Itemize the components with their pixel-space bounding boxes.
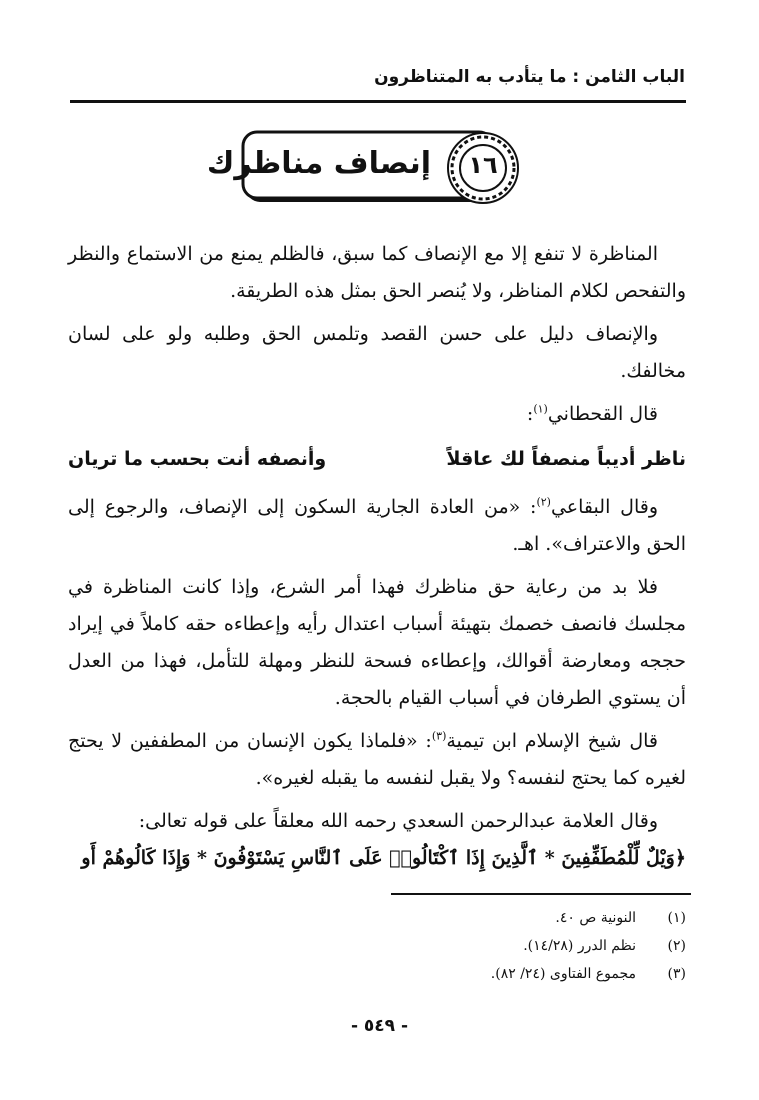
quote-3 — [68, 723, 686, 797]
quote-3-speaker: قال شيخ الإسلام ابن تيمية — [446, 730, 659, 752]
quote-1-colon: : — [526, 403, 534, 425]
quote-2 — [68, 489, 686, 563]
quote-1-intro — [68, 396, 686, 433]
chapter-number: ١٦ — [468, 151, 498, 179]
footnote-1 — [68, 904, 686, 932]
quote-4 — [68, 803, 686, 840]
paragraph-1: المناظرة لا تنفع إلا مع الإنصاف كما سبق، فالظلم يمنع من الاستماع والنظر والتفحص لكلام المناظر، ولا يُنصر الحق بمثل هذه الطريقة. — [68, 243, 686, 302]
footnote-text: مجموع الفتاوى (٢٤/ ٨٢). — [490, 966, 636, 982]
chapter-title-box — [206, 128, 521, 206]
footnote-3 — [68, 960, 686, 988]
poem-verse — [68, 439, 686, 479]
running-header — [70, 62, 685, 92]
quran-verse: ﴿وَيْلٌ لِّلْمُطَفِّفِينَ * ٱلَّذِينَ إِذَا ٱكْتَالُوا۟ عَلَى ٱلنَّاسِ يَسْتَوْفُونَ * وَإِذَا كَالُوهُمْ أَو — [81, 847, 686, 869]
footnote-text: نظم الدرر (١٤/٢٨). — [523, 938, 636, 954]
footnote-ref-1: (١) — [533, 402, 548, 416]
quote-2-speaker: وقال البقاعي — [550, 496, 658, 518]
footnote-number: (٢) — [667, 938, 686, 954]
footnote-number: (١) — [667, 910, 686, 926]
page-number: - ٥٤٩ - — [350, 1016, 409, 1036]
verse-hemistich-left: وأنصفه أنت بحسب ما تريان — [68, 448, 327, 470]
quote-3-text: : «فلماذا يكون الإنسان من المطففين لا يحتج لغيره كما يحتج لنفسه؟ ولا يقبل لنفسه ما يقبله لغيره». — [68, 730, 686, 789]
verse-hemistich-right: ناظر أديباً منصفاً لك عاقلاً — [446, 448, 686, 470]
quote-1-speaker: قال القحطاني — [547, 403, 658, 425]
footnotes — [68, 904, 686, 988]
header-rule — [70, 100, 686, 103]
paragraph-3: فلا بد من رعاية حق مناظرك فهذا أمر الشرع، وإذا كانت المناظرة في مجلسك فانصف خصمك بتهيئة أسباب اعتدال رأيه وإعطاءه حقه كاملاً في إيراد حججه ومعارضة أقوالك، وإعطاءه فسحة للنظر ومهلة للتأمل، فهذا من العدل أن يستوي الطرفان في أسباب القيام بالحجة. — [68, 576, 686, 709]
paragraph-2: والإنصاف دليل على حسن القصد وتلمس الحق وطلبه ولو على لسان مخالفك. — [68, 323, 686, 382]
footnote-text: النونية ص ٤٠. — [555, 910, 636, 926]
chapter-title: إنصاف مناظرك — [206, 146, 431, 181]
running-title: الباب الثامن : ما يتأدب به المتناظرون — [374, 67, 685, 87]
quote-4-intro: وقال العلامة عبدالرحمن السعدي رحمه الله معلقاً على قوله تعالى: — [138, 810, 658, 832]
footnote-ref-3: (٣) — [431, 729, 447, 743]
body-text — [68, 236, 686, 883]
footnote-rule — [391, 893, 691, 895]
footnote-ref-2: (٢) — [536, 495, 551, 509]
footnote-2 — [68, 932, 686, 960]
footnote-number: (٣) — [667, 966, 686, 982]
quote-2-text: : «من العادة الجارية السكون إلى الإنصاف، والرجوع إلى الحق والاعتراف». اهـ. — [68, 496, 686, 555]
